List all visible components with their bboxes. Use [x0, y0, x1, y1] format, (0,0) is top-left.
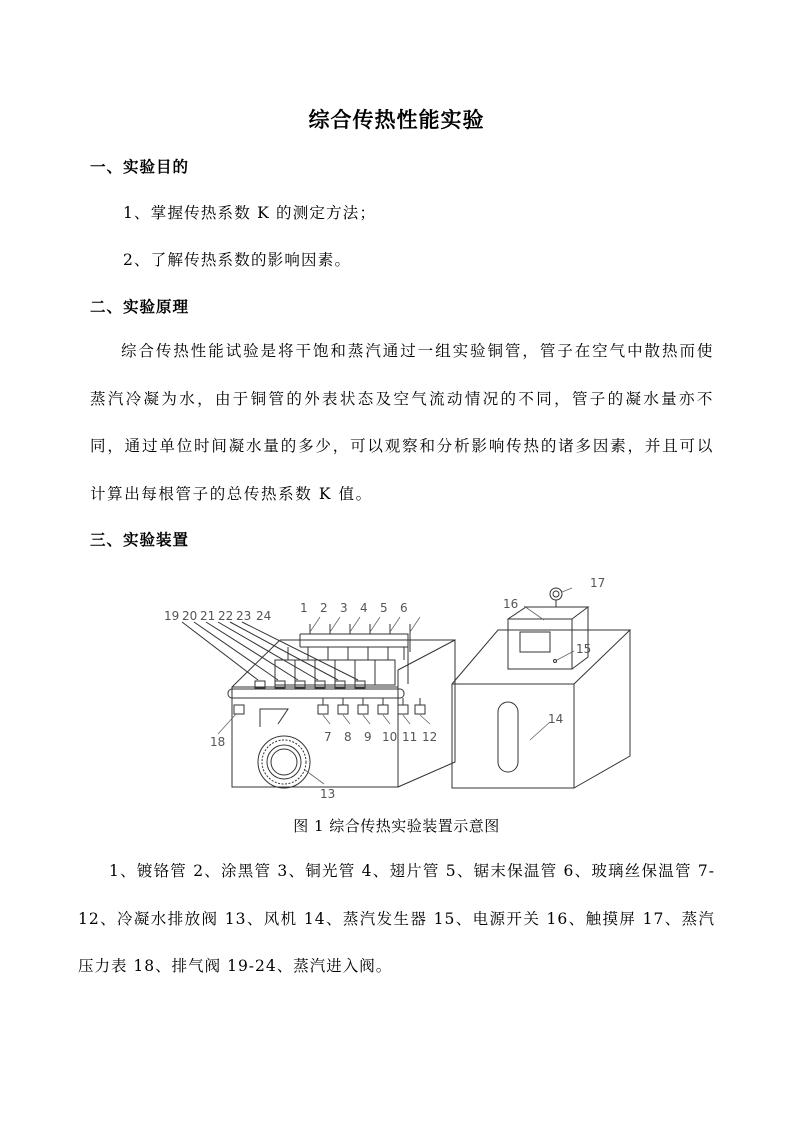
label-inlet-20: 20 — [182, 609, 198, 623]
apparatus-diagram — [160, 572, 640, 804]
touch-screen-box — [508, 607, 588, 669]
section-heading-apparatus: 三、实验装置 — [90, 531, 190, 549]
label-generator-14: 14 — [548, 712, 564, 726]
label-drain-7: 7 — [324, 730, 332, 744]
label-drain-8: 8 — [344, 730, 352, 744]
label-inlet-21: 21 — [200, 609, 216, 623]
exhaust-valve — [234, 705, 244, 714]
label-inlet-22: 22 — [218, 609, 234, 623]
label-inlet-23: 23 — [236, 609, 252, 623]
steam-generator — [452, 630, 630, 788]
steam-header-pipe — [228, 689, 404, 698]
pressure-gauge — [550, 588, 562, 607]
figure-legend: 1、镀铬管 2、涂黑管 3、铜光管 4、翅片管 5、锯末保温管 6、玻璃丝保温管 7-12、冷凝水排放阀 13、风机 14、蒸汽发生器 15、电源开关 16、触摸屏 17、蒸汽压力表 18、排气阀 19-24、蒸汽进入阀。 — [78, 862, 715, 975]
label-tube-4: 4 — [360, 601, 368, 615]
heat-transfer-tubes — [275, 624, 410, 685]
label-tube-5: 5 — [380, 601, 388, 615]
label-inlet-19: 19 — [164, 609, 180, 623]
leader-lines — [218, 588, 574, 784]
label-screen-16: 16 — [503, 597, 519, 611]
principle-paragraph: 综合传热性能试验是将干饱和蒸汽通过一组实验铜管，管子在空气中散热而使蒸汽冷凝为水，由于铜管的外表状态及空气流动情况的不同，管子的凝水量亦不同，通过单位时间凝水量的多少，可以观察和分析影响传热的诸多因素，并且可以计算出每根管子的总传热系数 K 值。 — [90, 342, 714, 503]
label-drain-11: 11 — [402, 730, 418, 744]
label-inlet-24: 24 — [256, 609, 272, 623]
label-drain-9: 9 — [364, 730, 372, 744]
label-tube-6: 6 — [400, 601, 408, 615]
label-drain-10: 10 — [382, 730, 398, 744]
section-heading-purpose: 一、实验目的 — [90, 158, 190, 176]
label-gauge-17: 17 — [590, 576, 606, 590]
label-exhaust-18: 18 — [210, 735, 226, 749]
page-title: 综合传热性能实验 — [308, 108, 485, 132]
steam-inlet-pipes — [182, 622, 358, 680]
purpose-item-1: 1、掌握传热系数 K 的测定方法； — [123, 204, 377, 222]
label-tube-2: 2 — [320, 601, 328, 615]
label-drain-12: 12 — [422, 730, 438, 744]
section-heading-principle: 二、实验原理 — [90, 298, 190, 316]
drain-valves — [318, 698, 425, 714]
label-fan-13: 13 — [320, 787, 336, 801]
figure-caption: 图 1 综合传热实验装置示意图 — [293, 817, 500, 835]
label-tube-3: 3 — [340, 601, 348, 615]
fan — [258, 709, 310, 788]
purpose-item-2: 2、了解传热系数的影响因素。 — [123, 251, 352, 269]
label-tube-1: 1 — [300, 601, 308, 615]
label-switch-15: 15 — [576, 642, 592, 656]
